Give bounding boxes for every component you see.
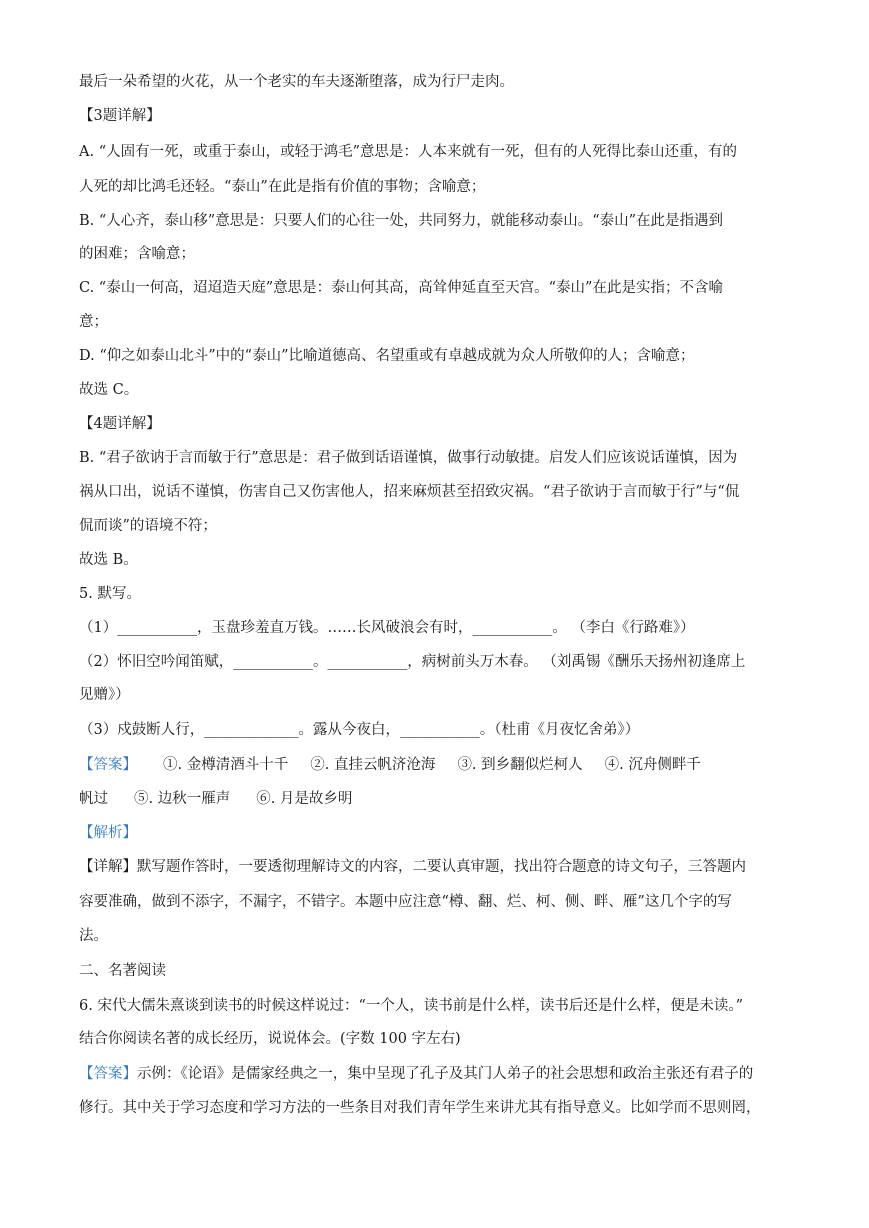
text-line: 的困难；含喻意； <box>79 246 195 262</box>
section-heading-q4: 【4题详解】 <box>79 416 161 432</box>
detail-line <box>79 858 795 876</box>
answer-item: ④. 沉舟侧畔千 <box>604 757 701 773</box>
text-line: C. “泰山一何高，迢迢造天庭”意思是：泰山何其高，高耸伸延直至天宫。“泰山”在此是实指；不含喻 <box>79 280 723 296</box>
detail-tag: 【详解】 <box>79 859 137 875</box>
answer-item: ③. 到乡翻似烂柯人 <box>457 757 583 773</box>
question-5-title: 5. 默写。 <box>79 586 141 602</box>
text-line: B. “君子欲讷于言而敏于行”意思是：君子做到话语谨慎，做事行动敏捷。启发人们应该说话谨慎，因为 <box>79 450 738 466</box>
text-line: 帆过 <box>79 791 108 807</box>
section-heading-reading: 二、名著阅读 <box>79 963 166 979</box>
question-5-item-2: （2）怀旧空吟闻笛赋，___________。___________，病树前头万木春。 （刘禹锡《酬乐天扬州初逢席上 <box>79 654 746 670</box>
text-line: 法。 <box>79 928 108 944</box>
text-line: 容要准确，做到不添字，不漏字，不错字。本题中应注意“樽、翻、烂、柯、侧、畔、雁”这几个字的写 <box>79 894 732 910</box>
text-line: 见赠》） <box>79 687 130 703</box>
text-line: 人死的却比鸿毛还轻。“泰山”在此是指有价值的事物；含喻意； <box>79 179 486 195</box>
answer-line-q5 <box>79 756 795 774</box>
answer-item: ①. 金樽清酒斗十千 <box>163 757 289 773</box>
text-line: 故选 B。 <box>79 552 138 568</box>
answer-line-q6 <box>79 1065 795 1083</box>
answer-item: ⑤. 边秋一雁声 <box>134 791 231 807</box>
text-line: 祸从口出，说话不谨慎，伤害自己又伤害他人，招来麻烦甚至招致灾祸。“君子欲讷于言而敏于行”与“侃 <box>79 484 740 500</box>
answer-tag: 【答案】 <box>79 1066 137 1082</box>
text-line: B. “人心齐，泰山移”意思是：只要人们的心往一处，共同努力，就能移动泰山。“泰山”在此是指遇到 <box>79 213 724 229</box>
text-line: 意； <box>79 314 108 330</box>
text-line: A. “人固有一死，或重于泰山，或轻于鸿毛”意思是：人本来就有一死，但有的人死得比泰山还重，有的 <box>79 144 738 160</box>
answer-line-q5-cont <box>79 790 795 808</box>
text-line: D. “仰之如泰山北斗”中的“泰山”比喻道德高、名望重或有卓越成就为众人所敬仰的人；含喻意； <box>79 348 695 364</box>
question-5-item-3: （3）戍鼓断人行，_____________。露从今夜白，___________。（杜甫《月夜忆舍弟》） <box>79 722 640 738</box>
text-line: 修行。其中关于学习态度和学习方法的一些条目对我们青年学生来讲尤其有指导意义。比如学而不思则罔， <box>79 1100 761 1116</box>
text-line: 默写题作答时，一要透彻理解诗文的内容，二要认真审题，找出符合题意的诗文句子，三答题内 <box>137 859 746 875</box>
section-heading-q3: 【3题详解】 <box>79 108 161 124</box>
question-5-item-1: （1）___________，玉盘珍羞直万钱。……长风破浪会有时，___________。 （李白《行路难》） <box>79 620 695 636</box>
answer-tag: 【答案】 <box>79 757 137 773</box>
text-line: 故选 C。 <box>79 382 139 398</box>
answer-item: ⑥. 月是故乡明 <box>256 791 353 807</box>
analysis-tag-line <box>79 824 795 842</box>
question-6-title: 6. 宋代大儒朱熹谈到读书的时候这样说过：“一个人，读书前是什么样，读书后还是什么样，便是未读。” <box>79 998 744 1014</box>
analysis-tag: 【解析】 <box>79 825 137 841</box>
text-line: 侃而谈”的语境不符； <box>79 518 217 534</box>
text-line: 结合你阅读名著的成长经历，说说体会。(字数 100 字左右) <box>79 1031 461 1047</box>
answer-item: ②. 直挂云帆济沧海 <box>310 757 436 773</box>
text-line: 最后一朵希望的火花，从一个老实的车夫逐渐堕落，成为行尸走肉。 <box>79 74 514 90</box>
text-line: 示例：《论语》是儒家经典之一，集中呈现了孔子及其门人弟子的社会思想和政治主张还有君子的 <box>137 1066 754 1082</box>
